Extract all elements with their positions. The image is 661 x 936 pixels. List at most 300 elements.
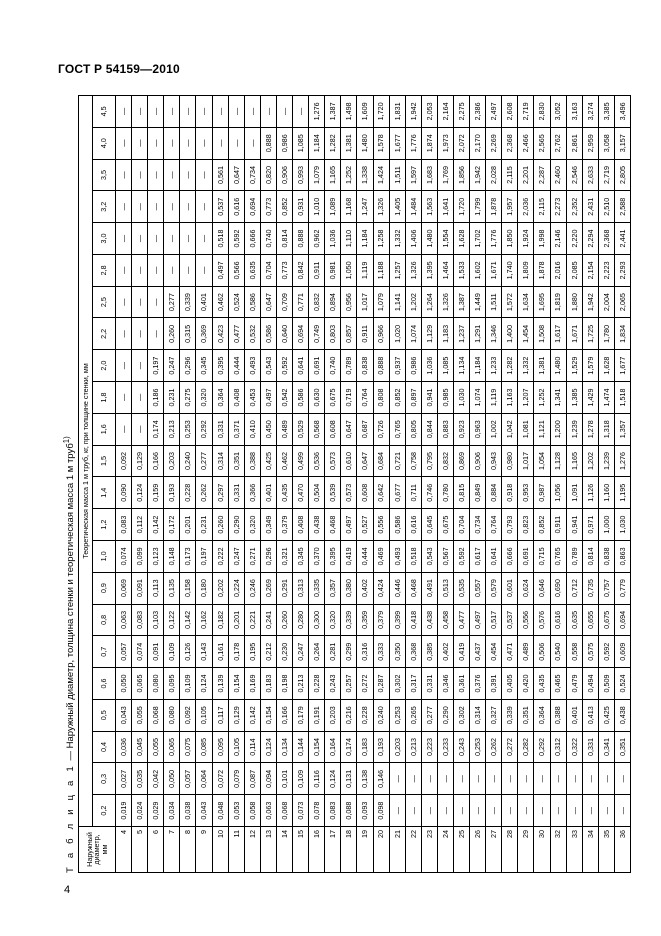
- mass-cell: 0,690: [550, 572, 566, 604]
- mass-cell: 0,941: [566, 509, 582, 541]
- mass-cell: 0,292: [534, 731, 550, 763]
- mass-cell: 1,572: [502, 286, 518, 318]
- table-row: [582, 96, 598, 873]
- mass-cell: 0,911: [309, 254, 325, 286]
- mass-cell: 2,028: [486, 159, 502, 191]
- mass-cell: 0,117: [212, 699, 228, 731]
- mass-cell: 0,608: [357, 477, 373, 509]
- mass-cell: —: [486, 795, 502, 827]
- mass-cell: 0,335: [309, 572, 325, 604]
- mass-cell: 3,052: [550, 96, 566, 128]
- mass-cell: 0,045: [132, 731, 148, 763]
- outer-diameter-cell: 35: [598, 827, 614, 873]
- mass-cell: 0,129: [228, 699, 244, 731]
- mass-cell: 0,388: [244, 445, 260, 477]
- mass-cell: 1,480: [550, 350, 566, 382]
- mass-cell: 0,869: [453, 445, 469, 477]
- mass-cell: —: [180, 254, 196, 286]
- mass-cell: 1,326: [437, 286, 453, 318]
- wall-thickness-header-cell: 1,8: [93, 382, 116, 414]
- wall-thickness-header-cell: 4,0: [93, 127, 116, 159]
- mass-cell: 2,269: [486, 127, 502, 159]
- mass-cell: 1,000: [598, 509, 614, 541]
- mass-cell: 0,757: [598, 572, 614, 604]
- mass-cell: 0,113: [148, 572, 164, 604]
- mass-cell: 0,808: [373, 382, 389, 414]
- mass-cell: —: [180, 223, 196, 255]
- mass-cell: —: [421, 763, 437, 795]
- mass-cell: 0,201: [180, 509, 196, 541]
- mass-cell: 2,293: [614, 254, 630, 286]
- mass-cell: 0,296: [260, 540, 276, 572]
- mass-cell: 1,282: [325, 127, 341, 159]
- outer-diameter-cell: 25: [453, 827, 469, 873]
- table-row: [373, 96, 389, 873]
- mass-cell: 0,401: [566, 699, 582, 731]
- table-row: [276, 96, 292, 873]
- mass-cell: —: [116, 318, 132, 350]
- mass-cell: 0,980: [502, 445, 518, 477]
- mass-cell: 0,883: [437, 413, 453, 445]
- mass-cell: 0,203: [325, 699, 341, 731]
- table-row: [453, 96, 469, 873]
- mass-cell: 1,276: [614, 445, 630, 477]
- mass-cell: 0,655: [582, 604, 598, 636]
- mass-cell: 1,725: [582, 318, 598, 350]
- wall-thickness-header-cell: 3,0: [93, 223, 116, 255]
- mass-cell: 1,597: [405, 159, 421, 191]
- mass-cell: 0,493: [389, 540, 405, 572]
- mass-cell: 0,601: [502, 572, 518, 604]
- mass-cell: 0,943: [486, 445, 502, 477]
- mass-cell: 1,165: [566, 445, 582, 477]
- mass-cell: 0,543: [260, 350, 276, 382]
- mass-cell: 1,085: [437, 350, 453, 382]
- mass-cell: 0,616: [228, 191, 244, 223]
- mass-cell: 1,578: [373, 127, 389, 159]
- mass-cell: 1,529: [566, 350, 582, 382]
- mass-cell: 0,793: [502, 509, 518, 541]
- mass-cell: —: [518, 763, 534, 795]
- mass-cell: 1,258: [373, 223, 389, 255]
- mass-cell: 0,114: [244, 731, 260, 763]
- mass-cell: —: [276, 96, 292, 128]
- mass-cell: 0,241: [260, 604, 276, 636]
- mass-cell: 0,068: [148, 699, 164, 731]
- mass-cell: 2,072: [453, 127, 469, 159]
- mass-cell: 0,408: [228, 382, 244, 414]
- mass-cell: —: [132, 350, 148, 382]
- mass-cell: 0,275: [180, 382, 196, 414]
- mass-cell: 1,400: [502, 318, 518, 350]
- mass-cell: 0,369: [196, 318, 212, 350]
- mass-cell: 1,042: [502, 413, 518, 445]
- mass-cell: 0,166: [276, 699, 292, 731]
- mass-cell: 0,246: [244, 572, 260, 604]
- mass-cell: 0,509: [598, 668, 614, 700]
- mass-cell: 2,154: [582, 254, 598, 286]
- mass-cell: 0,573: [325, 445, 341, 477]
- mass-cell: —: [470, 763, 486, 795]
- mass-cell: 0,221: [244, 604, 260, 636]
- mass-cell: —: [164, 191, 180, 223]
- mass-cell: 0,765: [550, 540, 566, 572]
- mass-cell: 0,339: [502, 699, 518, 731]
- mass-cell: 1,341: [550, 382, 566, 414]
- mass-cell: 0,253: [180, 413, 196, 445]
- mass-cell: 3,496: [614, 96, 630, 128]
- mass-cell: —: [405, 763, 421, 795]
- mass-cell: 0,024: [132, 795, 148, 827]
- mass-cell: 0,715: [534, 540, 550, 572]
- wall-thickness-header-cell: 0,5: [93, 699, 116, 731]
- mass-cell: 0,987: [534, 477, 550, 509]
- mass-cell: 1,878: [486, 191, 502, 223]
- table-row: [534, 96, 550, 873]
- table-caption-footnote-mark: 1): [62, 436, 71, 444]
- mass-cell: 1,017: [357, 286, 373, 318]
- mass-cell: —: [180, 191, 196, 223]
- mass-cell: 0,985: [437, 382, 453, 414]
- mass-cell: 0,711: [405, 477, 421, 509]
- mass-cell: 0,524: [614, 668, 630, 700]
- mass-cell: 0,635: [566, 604, 582, 636]
- mass-cell: 0,277: [421, 699, 437, 731]
- mass-cell: —: [180, 96, 196, 128]
- mass-cell: —: [132, 413, 148, 445]
- mass-cell: —: [132, 254, 148, 286]
- mass-cell: 2,016: [550, 254, 566, 286]
- mass-cell: 0,057: [180, 763, 196, 795]
- mass-cell: 1,291: [470, 318, 486, 350]
- mass-cell: 0,852: [534, 509, 550, 541]
- mass-cell: 2,588: [614, 191, 630, 223]
- mass-cell: 0,099: [132, 540, 148, 572]
- mass-cell: 0,302: [453, 699, 469, 731]
- mass-cell: 1,454: [518, 318, 534, 350]
- mass-cell: 1,874: [421, 127, 437, 159]
- mass-cell: 0,351: [518, 699, 534, 731]
- mass-cell: 1,683: [421, 159, 437, 191]
- wall-thickness-header-cell: 0,4: [93, 731, 116, 763]
- mass-cell: 0,083: [116, 509, 132, 541]
- outer-diameter-cell: 21: [389, 827, 405, 873]
- mass-cell: 1,119: [486, 382, 502, 414]
- mass-cell: 0,331: [228, 477, 244, 509]
- mass-cell: 0,446: [389, 572, 405, 604]
- outer-diameter-cell: 13: [260, 827, 276, 873]
- mass-cell: 1,036: [325, 223, 341, 255]
- mass-cell: 0,228: [309, 668, 325, 700]
- mass-cell: 0,322: [566, 731, 582, 763]
- mass-group-header: Теоретическая масса 1 м труб, кг, при толщине стенки, мм: [79, 96, 93, 827]
- mass-cell: 0,339: [341, 604, 357, 636]
- mass-cell: 3,385: [598, 96, 614, 128]
- mass-cell: 0,290: [228, 509, 244, 541]
- mass-cell: 0,213: [293, 668, 309, 700]
- mass-cell: 1,957: [502, 191, 518, 223]
- rotated-table-area: [58, 95, 627, 873]
- mass-cell: 0,179: [293, 699, 309, 731]
- mass-cell: 0,408: [293, 509, 309, 541]
- mass-cell: 1,017: [518, 445, 534, 477]
- mass-cell: 1,720: [373, 96, 389, 128]
- mass-cell: 0,402: [437, 636, 453, 668]
- mass-cell: 1,074: [470, 382, 486, 414]
- mass-cell: 0,557: [470, 572, 486, 604]
- mass-cell: 0,956: [341, 286, 357, 318]
- mass-cell: 0,844: [421, 413, 437, 445]
- mass-cell: 0,592: [228, 223, 244, 255]
- mass-cell: 0,231: [196, 509, 212, 541]
- mass-cell: 0,095: [164, 668, 180, 700]
- mass-cell: 0,379: [276, 509, 292, 541]
- mass-cell: 0,647: [341, 413, 357, 445]
- mass-cell: 2,460: [550, 159, 566, 191]
- mass-cell: 2,273: [550, 191, 566, 223]
- mass-cell: —: [148, 191, 164, 223]
- mass-cell: —: [405, 795, 421, 827]
- mass-cell: 0,350: [389, 636, 405, 668]
- mass-cell: 1,508: [534, 318, 550, 350]
- mass-cell: —: [228, 96, 244, 128]
- mass-cell: 0,154: [309, 731, 325, 763]
- mass-cell: 0,048: [212, 795, 228, 827]
- mass-cell: 0,779: [614, 572, 630, 604]
- mass-cell: 0,773: [276, 254, 292, 286]
- mass-cell: —: [614, 763, 630, 795]
- mass-cell: —: [116, 413, 132, 445]
- mass-cell: 0,726: [373, 413, 389, 445]
- mass-cell: 0,339: [180, 286, 196, 318]
- mass-cell: 1,628: [598, 350, 614, 382]
- outer-diameter-header-line3: мм: [99, 844, 109, 855]
- mass-cell: 1,498: [341, 96, 357, 128]
- mass-cell: —: [502, 795, 518, 827]
- mass-cell: 1,207: [518, 382, 534, 414]
- mass-cell: 0,399: [389, 604, 405, 636]
- wall-thickness-header-cell: 1,6: [93, 413, 116, 445]
- table-row: [148, 96, 164, 873]
- mass-cell: 1,128: [550, 445, 566, 477]
- mass-cell: 0,832: [437, 445, 453, 477]
- mass-cell: 1,776: [486, 223, 502, 255]
- mass-cell: 2,719: [518, 96, 534, 128]
- mass-cell: 0,262: [486, 731, 502, 763]
- mass-cell: 1,121: [534, 413, 550, 445]
- mass-cell: 0,815: [453, 477, 469, 509]
- mass-cell: 0,091: [132, 572, 148, 604]
- mass-cell: 0,224: [228, 572, 244, 604]
- mass-cell: 1,385: [566, 382, 582, 414]
- mass-cell: 0,313: [293, 572, 309, 604]
- mass-cell: 0,539: [325, 477, 341, 509]
- mass-cell: 0,963: [470, 413, 486, 445]
- table-row: [389, 96, 405, 873]
- mass-cell: —: [470, 795, 486, 827]
- outer-diameter-cell: 6: [148, 827, 164, 873]
- mass-cell: 0,042: [148, 763, 164, 795]
- mass-cell: 0,316: [357, 636, 373, 668]
- mass-cell: 0,180: [196, 572, 212, 604]
- mass-cell: 0,823: [518, 509, 534, 541]
- mass-cell: 1,036: [421, 350, 437, 382]
- mass-cell: 1,628: [453, 223, 469, 255]
- mass-cell: 0,962: [309, 223, 325, 255]
- mass-cell: —: [148, 254, 164, 286]
- mass-cell: 0,918: [502, 477, 518, 509]
- mass-cell: 0,647: [260, 286, 276, 318]
- mass-cell: 0,280: [293, 604, 309, 636]
- mass-cell: 1,809: [518, 254, 534, 286]
- outer-diameter-cell: 32: [550, 827, 566, 873]
- mass-cell: 0,437: [470, 636, 486, 668]
- mass-cell: 1,195: [614, 477, 630, 509]
- mass-cell: 0,556: [373, 509, 389, 541]
- mass-cell: 0,027: [116, 763, 132, 795]
- mass-cell: 1,030: [614, 509, 630, 541]
- outer-diameter-cell: 4: [116, 827, 132, 873]
- mass-cell: 0,931: [293, 191, 309, 223]
- mass-cell: 1,617: [550, 318, 566, 350]
- mass-cell: 0,186: [148, 382, 164, 414]
- page-number: 4: [64, 884, 71, 896]
- mass-cell: 0,095: [212, 731, 228, 763]
- mass-cell: 1,326: [373, 191, 389, 223]
- mass-cell: —: [196, 254, 212, 286]
- mass-cell: 0,477: [228, 318, 244, 350]
- wall-thickness-header-cell: 0,7: [93, 636, 116, 668]
- mass-cell: 0,243: [453, 731, 469, 763]
- mass-cell: 0,641: [486, 540, 502, 572]
- mass-cell: 0,197: [196, 540, 212, 572]
- mass-cell: 1,357: [614, 413, 630, 445]
- mass-cell: —: [598, 763, 614, 795]
- mass-cell: 0,093: [357, 795, 373, 827]
- mass-cell: 0,388: [550, 699, 566, 731]
- mass-cell: —: [502, 763, 518, 795]
- mass-cell: 0,906: [470, 445, 486, 477]
- mass-cell: —: [116, 191, 132, 223]
- mass-cell: 0,764: [357, 382, 373, 414]
- mass-cell: —: [212, 96, 228, 128]
- mass-cell: 0,231: [164, 382, 180, 414]
- mass-cell: 0,419: [341, 540, 357, 572]
- mass-cell: 0,462: [212, 286, 228, 318]
- mass-cell: —: [164, 127, 180, 159]
- mass-cell: 1,129: [421, 318, 437, 350]
- mass-cell: 0,212: [260, 636, 276, 668]
- mass-cell: 0,617: [470, 540, 486, 572]
- mass-cell: 2,065: [614, 286, 630, 318]
- table-row: [550, 96, 566, 873]
- mass-cell: 0,469: [373, 540, 389, 572]
- table-row: [309, 96, 325, 873]
- mass-cell: —: [132, 286, 148, 318]
- mass-cell: 0,740: [260, 223, 276, 255]
- mass-cell: 0,395: [212, 350, 228, 382]
- mass-cell: 0,315: [180, 318, 196, 350]
- mass-cell: 1,200: [550, 413, 566, 445]
- mass-cell: 0,124: [196, 668, 212, 700]
- mass-cell: 0,838: [598, 540, 614, 572]
- mass-cell: 2,510: [598, 191, 614, 223]
- mass-cell: 0,471: [502, 636, 518, 668]
- mass-cell: 0,272: [502, 731, 518, 763]
- mass-cell: 0,228: [180, 477, 196, 509]
- outer-diameter-cell: 16: [309, 827, 325, 873]
- mass-cell: 0,091: [148, 636, 164, 668]
- mass-cell: 0,065: [132, 668, 148, 700]
- mass-cell: 0,331: [582, 731, 598, 763]
- mass-cell: 0,518: [212, 223, 228, 255]
- mass-cell: 0,331: [421, 668, 437, 700]
- mass-cell: —: [116, 223, 132, 255]
- mass-cell: 1,641: [437, 191, 453, 223]
- mass-cell: 1,184: [357, 223, 373, 255]
- mass-cell: 0,543: [421, 540, 437, 572]
- mass-cell: 0,063: [116, 604, 132, 636]
- mass-cell: 0,518: [405, 540, 421, 572]
- mass-cell: 0,282: [518, 731, 534, 763]
- rotated-table-container: [58, 95, 627, 873]
- mass-cell: 1,282: [502, 350, 518, 382]
- mass-cell: 0,159: [148, 477, 164, 509]
- table-row: [164, 96, 180, 873]
- mass-cell: —: [116, 159, 132, 191]
- mass-cell: —: [389, 795, 405, 827]
- mass-cell: —: [148, 96, 164, 128]
- mass-cell: 0,376: [470, 668, 486, 700]
- mass-cell: 0,489: [518, 636, 534, 668]
- mass-cell: 0,264: [309, 636, 325, 668]
- mass-cell: 1,395: [421, 254, 437, 286]
- mass-cell: 1,942: [405, 96, 421, 128]
- mass-cell: 0,385: [421, 636, 437, 668]
- mass-cell: 1,247: [357, 191, 373, 223]
- mass-cell: 0,057: [116, 636, 132, 668]
- mass-cell: 1,780: [598, 318, 614, 350]
- mass-cell: 0,277: [196, 445, 212, 477]
- mass-cell: 0,504: [309, 477, 325, 509]
- mass-cell: 2,220: [566, 223, 582, 255]
- mass-cell: 0,101: [276, 763, 292, 795]
- mass-cell: 0,154: [228, 668, 244, 700]
- mass-cell: 0,370: [309, 540, 325, 572]
- mass-cell: 0,197: [148, 350, 164, 382]
- mass-cell: 0,035: [132, 763, 148, 795]
- mass-cell: 1,346: [486, 318, 502, 350]
- mass-cell: 0,734: [244, 159, 260, 191]
- mass-cell: 0,704: [453, 509, 469, 541]
- mass-cell: —: [437, 763, 453, 795]
- mass-cell: 0,078: [309, 795, 325, 827]
- mass-cell: 0,142: [180, 604, 196, 636]
- outer-diameter-cell: 20: [373, 827, 389, 873]
- mass-cell: 1,769: [437, 159, 453, 191]
- mass-cell: —: [260, 96, 276, 128]
- mass-cell: 0,413: [582, 699, 598, 731]
- mass-cell: 2,762: [550, 127, 566, 159]
- mass-cell: 0,087: [244, 763, 260, 795]
- mass-cell: 0,450: [260, 413, 276, 445]
- mass-cell: 0,425: [598, 699, 614, 731]
- mass-cell: 0,174: [148, 413, 164, 445]
- mass-cell: 0,364: [212, 382, 228, 414]
- mass-cell: 0,497: [470, 604, 486, 636]
- mass-cell: 0,419: [453, 636, 469, 668]
- mass-cell: 2,352: [566, 191, 582, 223]
